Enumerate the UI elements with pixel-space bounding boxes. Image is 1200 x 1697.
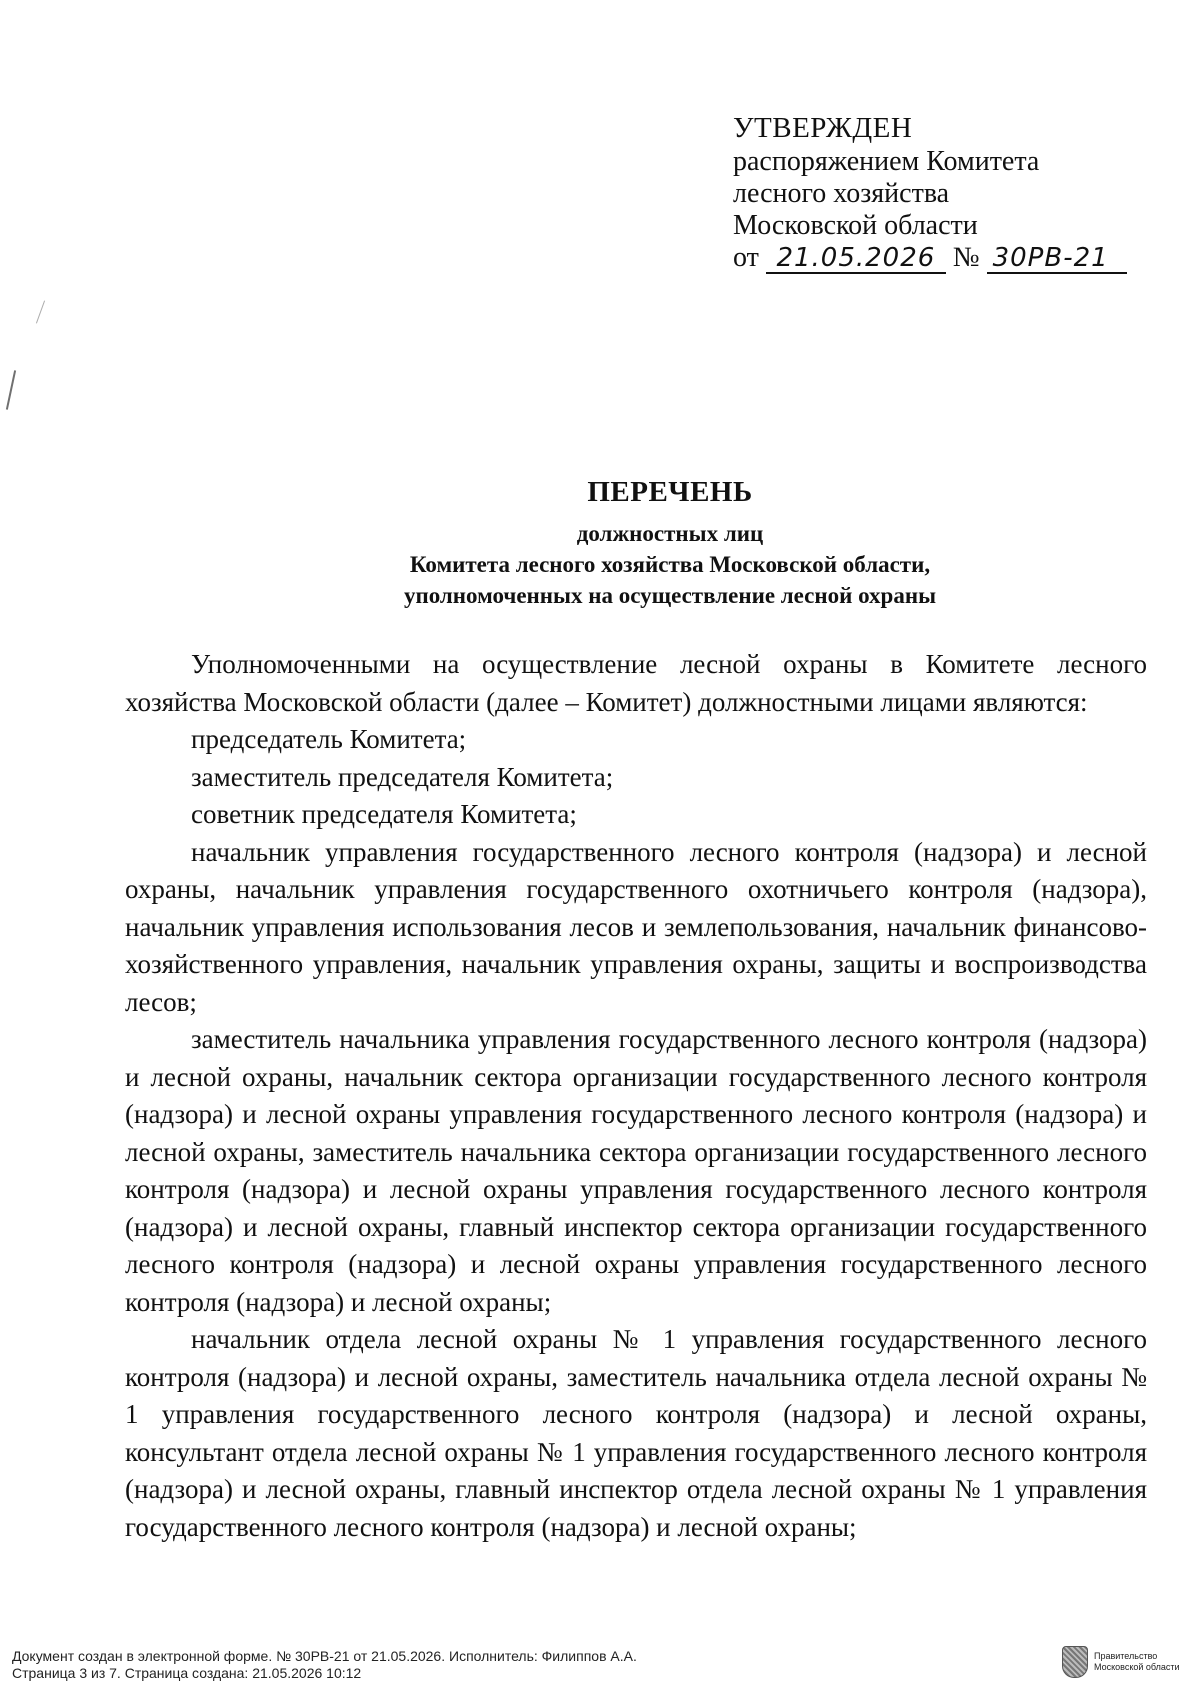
org-line-1: Правительство: [1094, 1651, 1158, 1661]
footer-line-1: Документ создан в электронной форме. № 30РВ-21 от 21.05.2026. Исполнитель: Филиппов А.А.: [12, 1648, 637, 1664]
approval-line-2: лесного хозяйства: [733, 178, 950, 209]
government-logo: [1062, 1646, 1180, 1678]
approval-title: УТВЕРЖДЕН: [733, 112, 913, 144]
date-prefix: от: [733, 242, 759, 273]
coat-of-arms-icon: [1062, 1646, 1088, 1678]
approval-block: [733, 112, 1133, 274]
subtitle-line-1: должностных лиц: [576, 521, 764, 546]
document-title: ПЕРЕЧЕНЬ: [587, 476, 753, 508]
footer-org-name: [1094, 1651, 1180, 1673]
footer-line-2: Страница 3 из 7. Страница создана: 21.05.2026 10:12: [12, 1665, 362, 1681]
scan-artifact: [36, 301, 45, 324]
body-paragraph: заместитель начальника управления государственного лесного контроля (надзора) и лесной охраны, начальник сектора организации государственного лесного контроля (надзора) и лесной охраны управления государственного лесного контроля (надзора) и лесной охраны, заместитель начальника сектора организации государственного лесного контроля (надзора) и лесной охраны управления государственного лесного контроля (надзора) и лесной охраны, главный инспектор сектора организации государственного лесного контроля (надзора) и лесной охраны управления государственного лесного контроля (надзора) и лесной охраны;: [125, 1024, 1147, 1317]
body-paragraph: заместитель председателя Комитета;: [191, 761, 614, 792]
document-footer: [12, 1648, 637, 1682]
body-paragraph: Уполномоченными на осуществление лесной охраны в Комитете лесного хозяйства Московской области (далее – Комитет) должностными лицами являются:: [125, 649, 1147, 717]
document-body: [125, 646, 1147, 1546]
scan-artifact: [6, 370, 16, 410]
number-prefix: №: [952, 242, 980, 273]
body-paragraph: советник председателя Комитета;: [191, 799, 577, 829]
document-subtitle: [300, 518, 1040, 611]
body-paragraph: начальник отдела лесной охраны № 1 управления государственного лесного контроля (надзора) и лесной охраны, заместитель начальника отдела лесной охраны № 1 управления государственного лесного контроля (надзора) и лесной охраны, консультант отдела лесной охраны № 1 управления государственного лесного контроля (надзора) и лесной охраны, главный инспектор отдела лесной охраны № 1 управления государственного лесного контроля (надзора) и лесной охраны;: [125, 1324, 1147, 1542]
approval-line-1: распоряжением Комитета: [733, 146, 1040, 177]
subtitle-line-2: Комитета лесного хозяйства Московской области,: [409, 552, 931, 577]
body-paragraph: председатель Комитета;: [191, 724, 467, 754]
org-line-2: Московской области: [1094, 1662, 1180, 1672]
approval-line-3: Московской области: [733, 210, 978, 241]
handwritten-date: 21.05.2026: [766, 244, 946, 274]
subtitle-line-3: уполномоченных на осуществление лесной охраны: [403, 583, 937, 608]
approval-date-line: [733, 242, 1133, 274]
body-paragraph: начальник управления государственного лесного контроля (надзора) и лесной охраны, начальник управления государственного охотничьего контроля (надзора), начальник управления использования лесов и землепользования, начальник финансово-хозяйственного управления, начальник управления охраны, защиты и воспроизводства лесов;: [125, 836, 1147, 1017]
handwritten-number: 30РВ-21: [987, 244, 1127, 274]
